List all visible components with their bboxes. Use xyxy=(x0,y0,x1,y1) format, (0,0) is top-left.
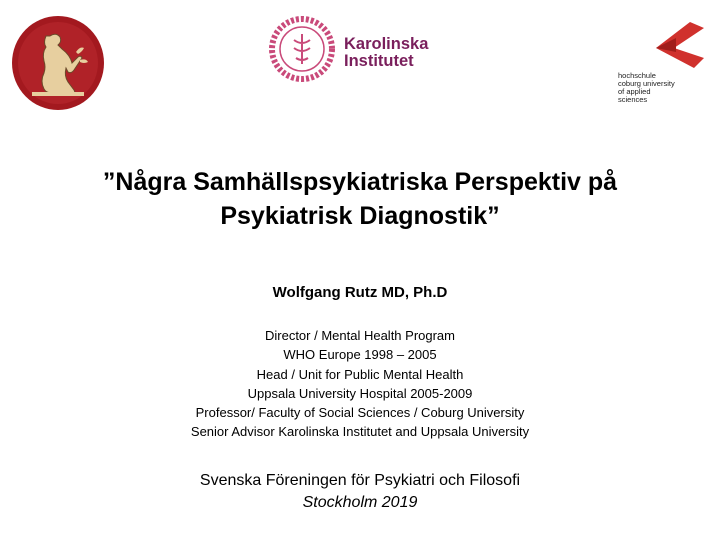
medallion-logo xyxy=(10,14,106,112)
organization-name: Svenska Föreningen för Psykiatri och Filosofi xyxy=(199,472,521,489)
presentation-title xyxy=(0,165,720,233)
bio-line: Head / Unit for Public Mental Health xyxy=(256,366,464,382)
event-info xyxy=(0,470,720,514)
bio-line: Director / Mental Health Program xyxy=(264,328,455,343)
bio-line: Uppsala University Hospital 2005-2009 xyxy=(247,385,473,401)
bio-line: Professor/ Faculty of Social Sciences / Coburg University xyxy=(195,405,525,421)
title-line-1: ”Några Samhällspsykiatriska Perspektiv på xyxy=(102,168,618,196)
bio-line: WHO Europe 1998 – 2005 xyxy=(283,347,437,363)
karolinska-name-line1: Karolinska xyxy=(344,35,429,53)
author-bio xyxy=(0,326,720,442)
karolinska-name-line2: Institutet xyxy=(344,52,414,70)
seated-figure-medallion-icon xyxy=(10,14,106,112)
coburg-c-icon xyxy=(650,18,710,70)
karolinska-logo xyxy=(262,14,442,82)
author-name: Wolfgang Rutz MD, Ph.D xyxy=(272,284,448,301)
karolinska-seal-icon xyxy=(264,14,340,82)
place-year: Stockholm 2019 xyxy=(302,494,418,511)
bio-line: Senior Advisor Karolinska Institutet and Uppsala University xyxy=(190,424,530,440)
coburg-logo-text: hochschule coburg university of applied sciences xyxy=(618,71,675,104)
title-line-2: Psykiatrisk Diagnostik” xyxy=(220,202,500,230)
coburg-logo xyxy=(612,18,710,104)
